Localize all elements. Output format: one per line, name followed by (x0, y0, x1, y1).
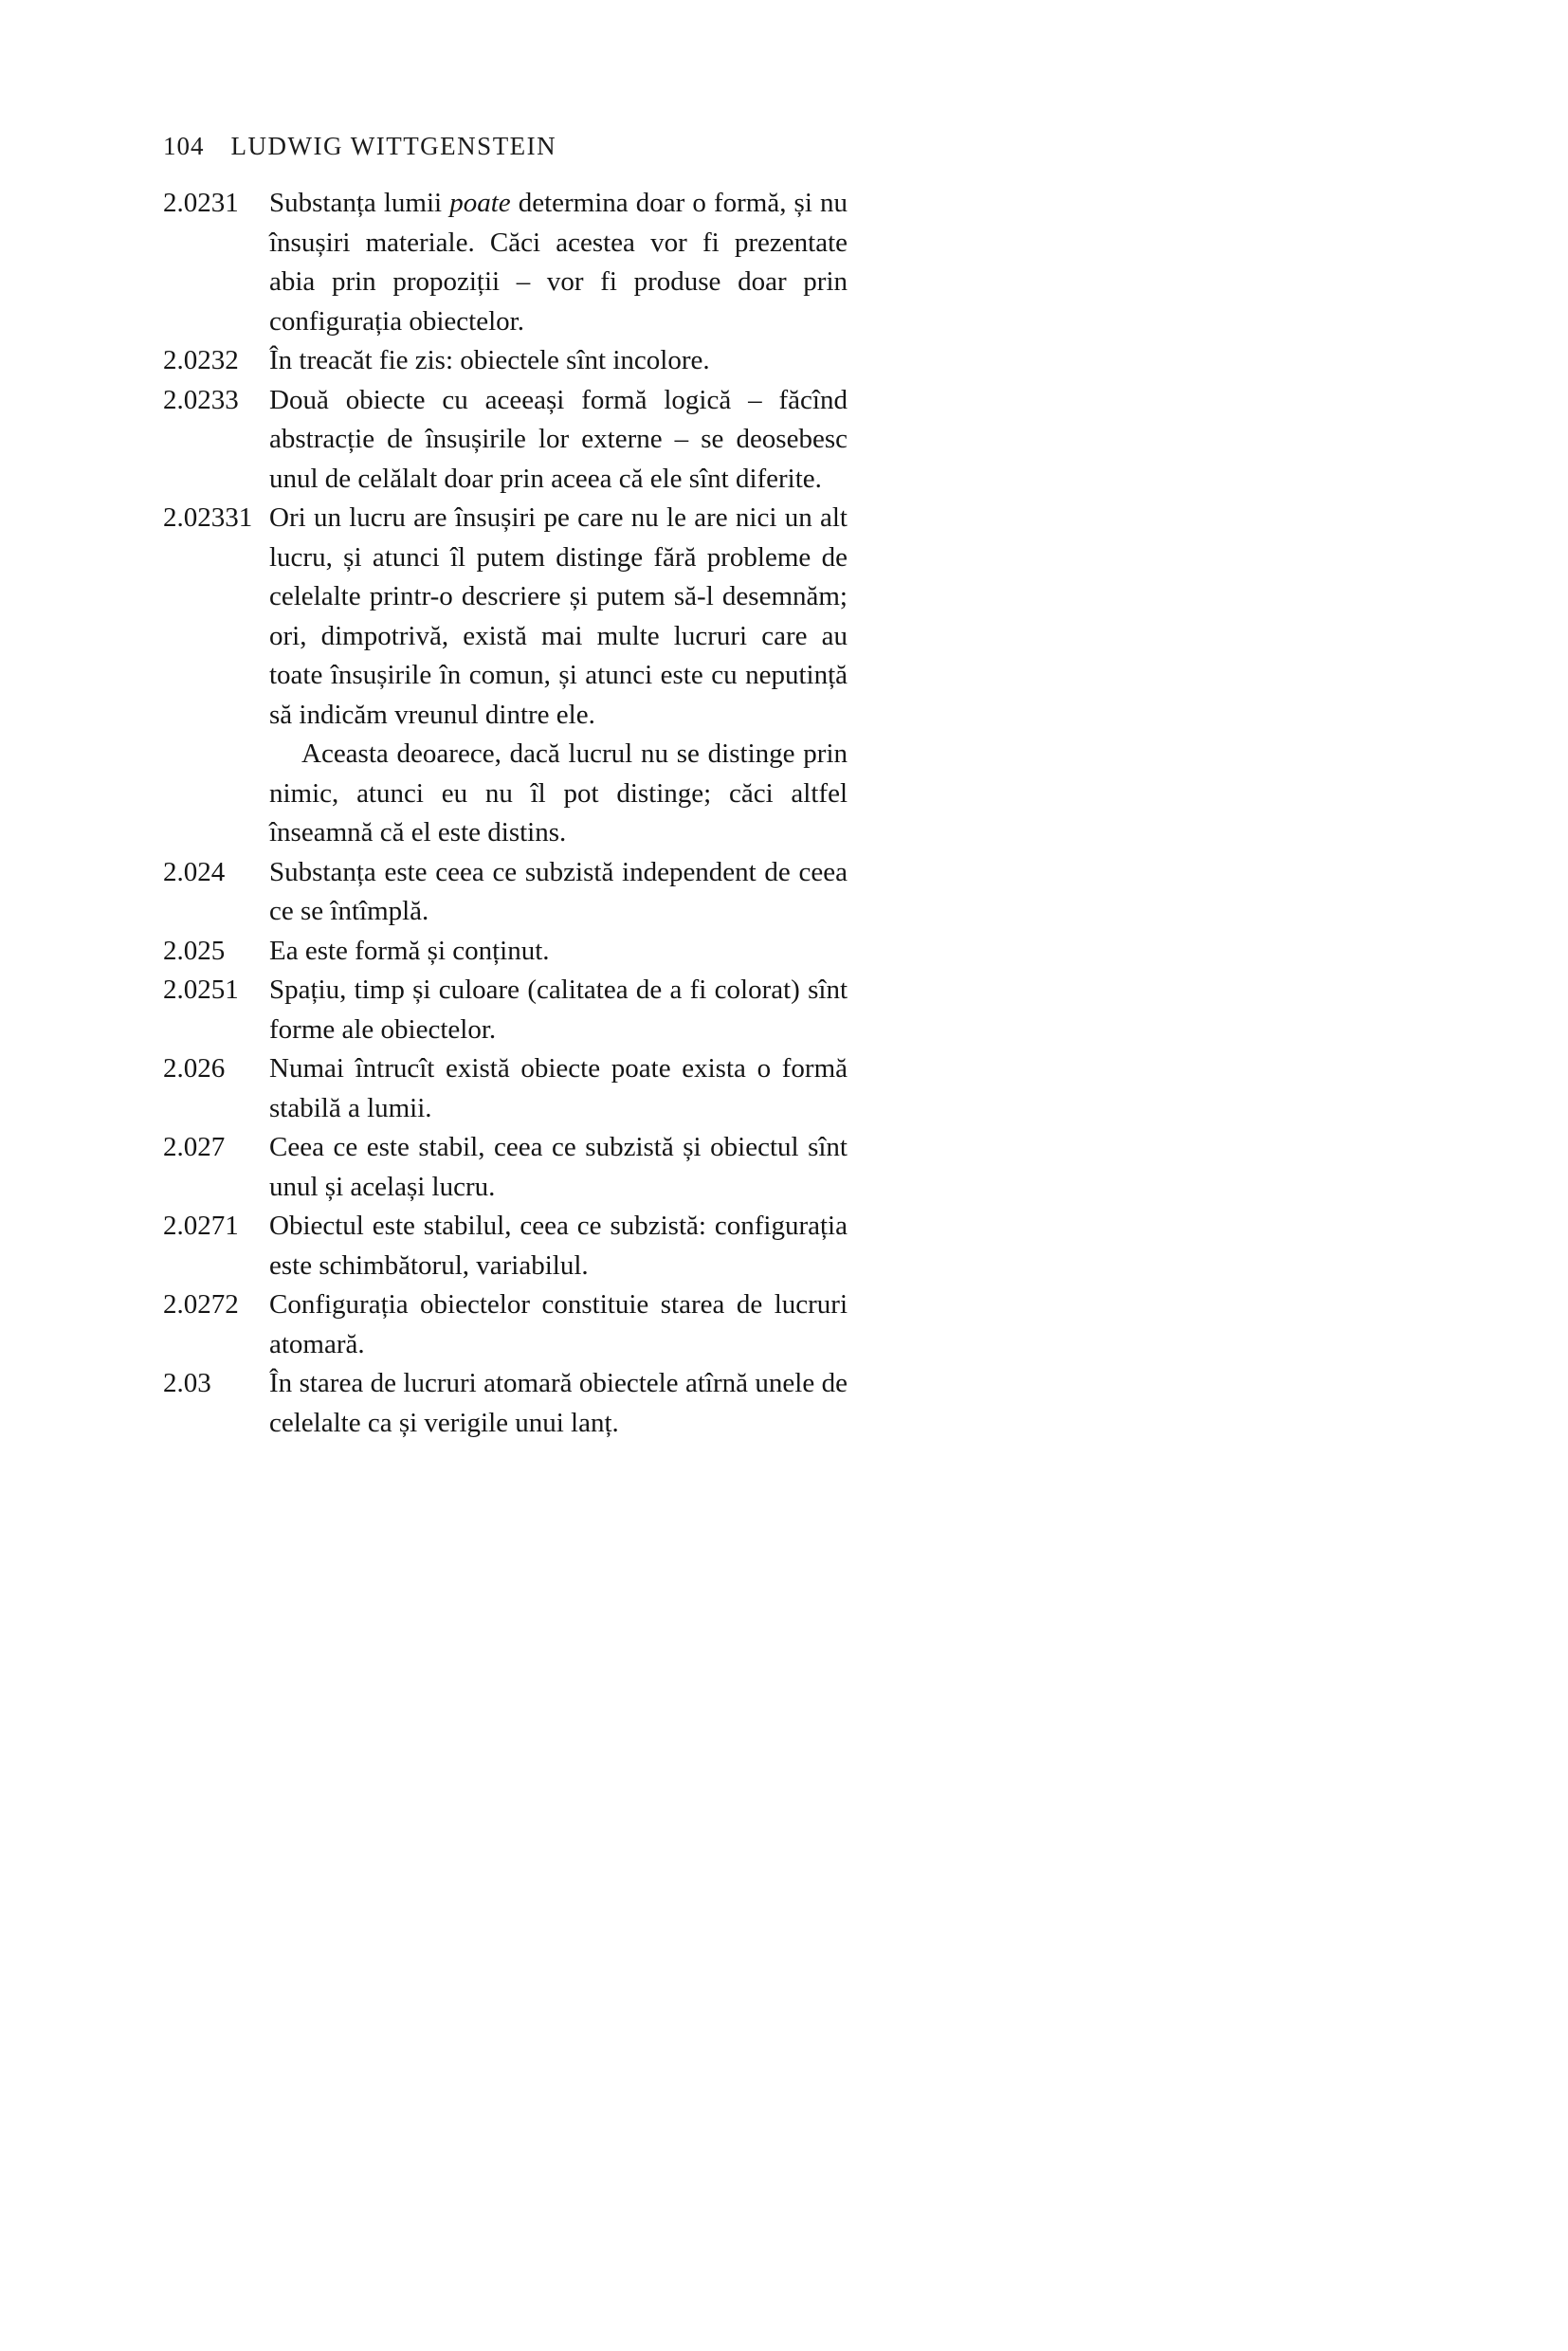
paragraph: Ori un lucru are însușiri pe care nu le are nici un alt lucru, și atunci îl putem distinge fără probleme de celelalte printr-o descriere și putem să-l desemnăm; ori, dimpotrivă, există mai multe lucruri care au toate însușirile în comun, și atunci este cu neputință să indicăm vreunul dintre ele. (269, 502, 848, 730)
page-header (163, 131, 1568, 161)
paragraph: Substanța este ceea ce subzistă independent de ceea ce se întîmplă. (269, 856, 848, 926)
proposition-number: 2.0251 (163, 975, 239, 1005)
proposition-text (269, 1285, 848, 1364)
paragraph: Două obiecte cu aceeași formă logică – făcînd abstracție de însușirile lor externe – se deosebesc unul de celălalt doar prin aceea că ele sînt diferite. (269, 384, 848, 494)
paragraph: În treacăt fie zis: obiectele sînt incolore. (269, 345, 710, 375)
proposition-entry (163, 853, 848, 932)
proposition-entry (163, 499, 848, 853)
proposition-number: 2.03 (163, 1368, 211, 1398)
proposition-text (269, 1207, 848, 1285)
proposition-entry (163, 341, 848, 381)
proposition-number: 2.0271 (163, 1211, 239, 1241)
paragraph: Numai întrucît există obiecte poate exista o formă stabilă a lumii. (269, 1053, 848, 1123)
proposition-number: 2.0231 (163, 188, 239, 218)
paragraph: Spațiu, timp și culoare (calitatea de a fi colorat) sînt forme ale obiectelor. (269, 975, 848, 1045)
proposition-number: 2.0232 (163, 345, 239, 375)
proposition-text (269, 184, 848, 341)
paragraph (269, 184, 848, 341)
proposition-entry (163, 381, 848, 500)
proposition-number: 2.025 (163, 935, 226, 966)
paragraph: Obiectul este stabilul, ceea ce subzistă: configurația este schimbătorul, variabilul. (269, 1211, 848, 1281)
proposition-text (269, 341, 848, 381)
text-segment: determina doar o formă, și nu însușiri materiale. Căci acestea vor fi prezentate abia prin propoziții – vor fi produse doar prin configurația obiectelor. (269, 188, 848, 337)
page-number: 104 (163, 132, 205, 160)
proposition-entry (163, 1128, 848, 1207)
proposition-number: 2.0233 (163, 384, 239, 415)
italic-term: poate (449, 188, 511, 218)
paragraph: Ea este formă și conținut. (269, 935, 550, 966)
proposition-number: 2.026 (163, 1053, 226, 1084)
proposition-text (269, 1049, 848, 1128)
proposition-text (269, 971, 848, 1049)
proposition-entry (163, 1285, 848, 1364)
proposition-number: 2.02331 (163, 502, 253, 533)
proposition-text (269, 853, 848, 932)
proposition-entry (163, 932, 848, 972)
paragraph: În starea de lucruri atomară obiectele atîrnă unele de celelalte ca și verigile unui lanț. (269, 1368, 848, 1438)
proposition-text (269, 932, 848, 972)
proposition-number: 2.024 (163, 856, 226, 887)
running-head: LUDWIG WITTGENSTEIN (230, 132, 557, 160)
proposition-number: 2.0272 (163, 1289, 239, 1320)
proposition-entry (163, 1364, 848, 1443)
paragraph: Ceea ce este stabil, ceea ce subzistă și obiectul sînt unul și același lucru. (269, 1132, 848, 1202)
proposition-entry (163, 971, 848, 1049)
proposition-entry (163, 184, 848, 341)
proposition-text (269, 1364, 848, 1443)
paragraph: Aceasta deoarece, dacă lucrul nu se distinge prin nimic, atunci eu nu îl pot distinge; căci altfel înseamnă că el este distins. (269, 738, 848, 847)
proposition-text (269, 381, 848, 500)
proposition-number: 2.027 (163, 1132, 226, 1162)
propositions-list (163, 184, 848, 1443)
paragraph: Configurația obiectelor constituie starea de lucruri atomară. (269, 1289, 848, 1359)
proposition-text (269, 1128, 848, 1207)
text-segment: Substanța lumii (269, 188, 450, 218)
proposition-entry (163, 1207, 848, 1285)
proposition-text (269, 499, 848, 853)
proposition-entry (163, 1049, 848, 1128)
